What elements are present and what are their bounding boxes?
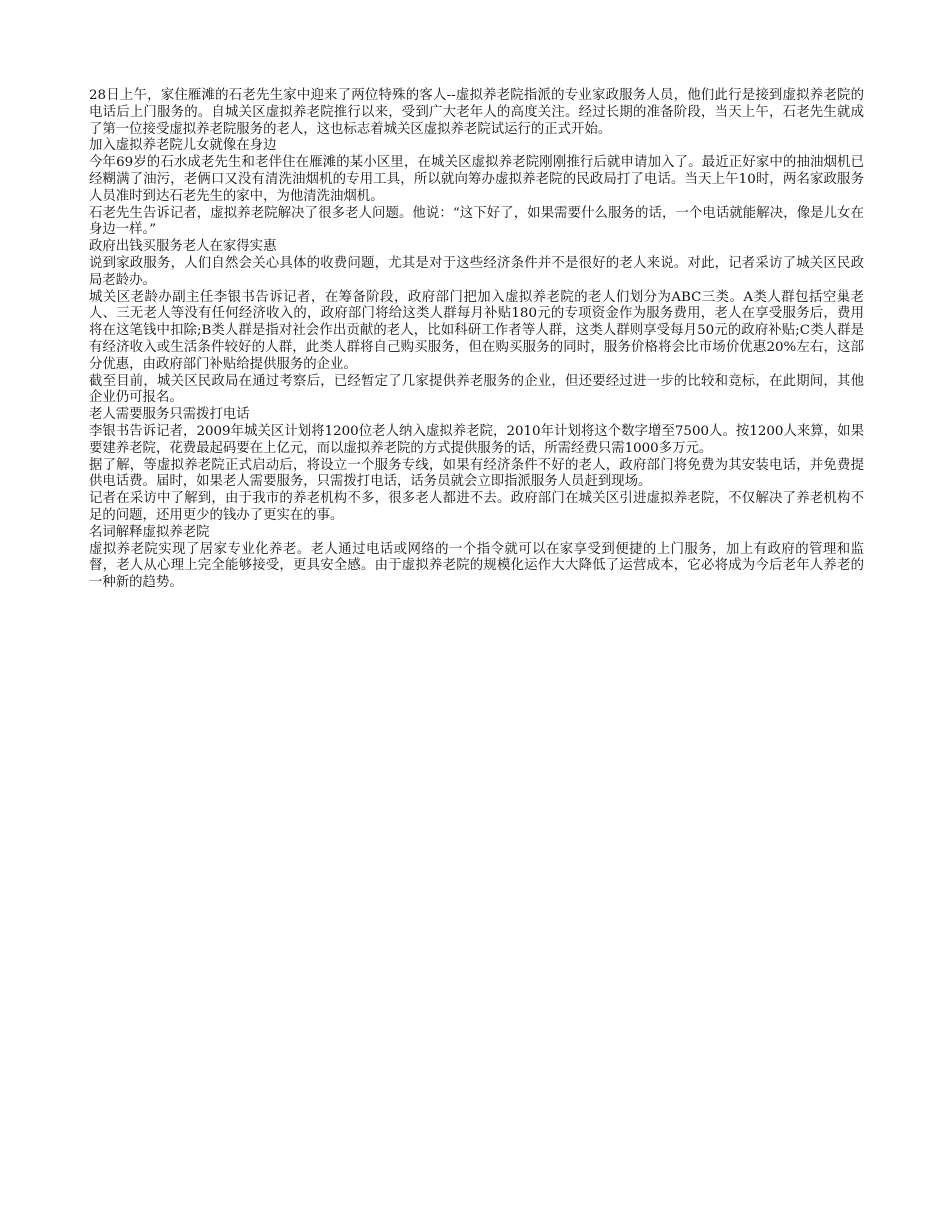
section-heading-definition: 名词解释虚拟养老院 bbox=[89, 524, 210, 540]
paragraph-abc-classes: 城关区老龄办副主任李银书告诉记者，在筹备阶段，政府部门把加入虚拟养老院的老人们划分为ABC三类。A类人群包括空巢老人、三无老人等没有任何经济收入的，政府部门将给这类人群每月补贴180元的专项资金作为服务费用，老人在享受服务后，费用将在这笔钱中扣除;B类人群是指对社会作出贡献的老人，比如科研工作者等人群，这类人群则享受每月50元的政府补贴;C类人群是有经济收入或生活条件较好的人群，此类人群将自己购买服务，但在购买服务的同时，服务价格将会比市场价优惠20%左右，这部分优惠，由政府部门补贴给提供服务的企业。 bbox=[89, 289, 864, 372]
paragraph-shi-quote: 石老先生告诉记者，虚拟养老院解决了很多老人问题。他说：“这下好了，如果需要什么服务的话，一个电话就能解决，像是儿女在身边一样。” bbox=[89, 205, 864, 238]
article-body bbox=[89, 88, 864, 592]
paragraph-definition: 虚拟养老院实现了居家专业化养老。老人通过电话或网络的一个指令就可以在家享受到便捷的上门服务，加上有政府的管理和监督，老人从心理上完全能够接受，更具安全感。由于虚拟养老院的规模化运作大大降低了运营成本，它必将成为今后老年人养老的一种新的趋势。 bbox=[89, 541, 864, 591]
section-heading-government: 政府出钱买服务老人在家得实惠 bbox=[89, 239, 277, 255]
paragraph-intro: 28日上午，家住雁滩的石老先生家中迎来了两位特殊的客人--虚拟养老院指派的专业家政服务人员，他们此行是接到虚拟养老院的电话后上门服务的。自城关区虚拟养老院推行以来，受到广大老年人的高度关注。经过长期的准备阶段，当天上午，石老先生就成了第一位接受虚拟养老院服务的老人，这也标志着城关区虚拟养老院试运行的正式开始。 bbox=[89, 88, 864, 137]
paragraph-companies: 截至目前，城关区民政局在通过考察后，已经暂定了几家提供养老服务的企业，但还要经过进一步的比较和竞标，在此期间，其他企业仍可报名。 bbox=[89, 373, 864, 406]
paragraph-hotline: 据了解，等虚拟养老院正式启动后，将设立一个服务专线，如果有经济条件不好的老人，政府部门将免费为其安装电话，并免费提供电话费。届时，如果老人需要服务，只需拨打电话，话务员就会立即指派服务人员赶到现场。 bbox=[89, 457, 864, 490]
paragraph-plan-numbers: 李银书告诉记者，2009年城关区计划将1200位老人纳入虚拟养老院，2010年计划将这个数字增至7500人。按1200人来算，如果要建养老院，花费最起码要在上亿元，而以虚拟养老院的方式提供服务的话，所需经费只需1000多万元。 bbox=[89, 423, 864, 456]
section-heading-join: 加入虚拟养老院儿女就像在身边 bbox=[89, 138, 277, 154]
paragraph-shi-story: 今年69岁的石水成老先生和老伴住在雁滩的某小区里，在城关区虚拟养老院刚刚推行后就申请加入了。最近正好家中的抽油烟机已经糊满了油污，老俩口又没有清洗油烟机的专用工具，所以就向筹办虚拟养老院的民政局打了电话。当天上午10时，两名家政服务人员准时到达石老先生的家中，为他清洗油烟机。 bbox=[89, 155, 864, 204]
paragraph-fees-intro: 说到家政服务，人们自然会关心具体的收费问题，尤其是对于这些经济条件并不是很好的老人来说。对此，记者采访了城关区民政局老龄办。 bbox=[89, 255, 864, 288]
paragraph-reporter-note: 记者在采访中了解到，由于我市的养老机构不多，很多老人都进不去。政府部门在城关区引进虚拟养老院，不仅解决了养老机构不足的问题，还用更少的钱办了更实在的事。 bbox=[89, 491, 864, 523]
section-heading-phone: 老人需要服务只需拨打电话 bbox=[89, 407, 250, 423]
